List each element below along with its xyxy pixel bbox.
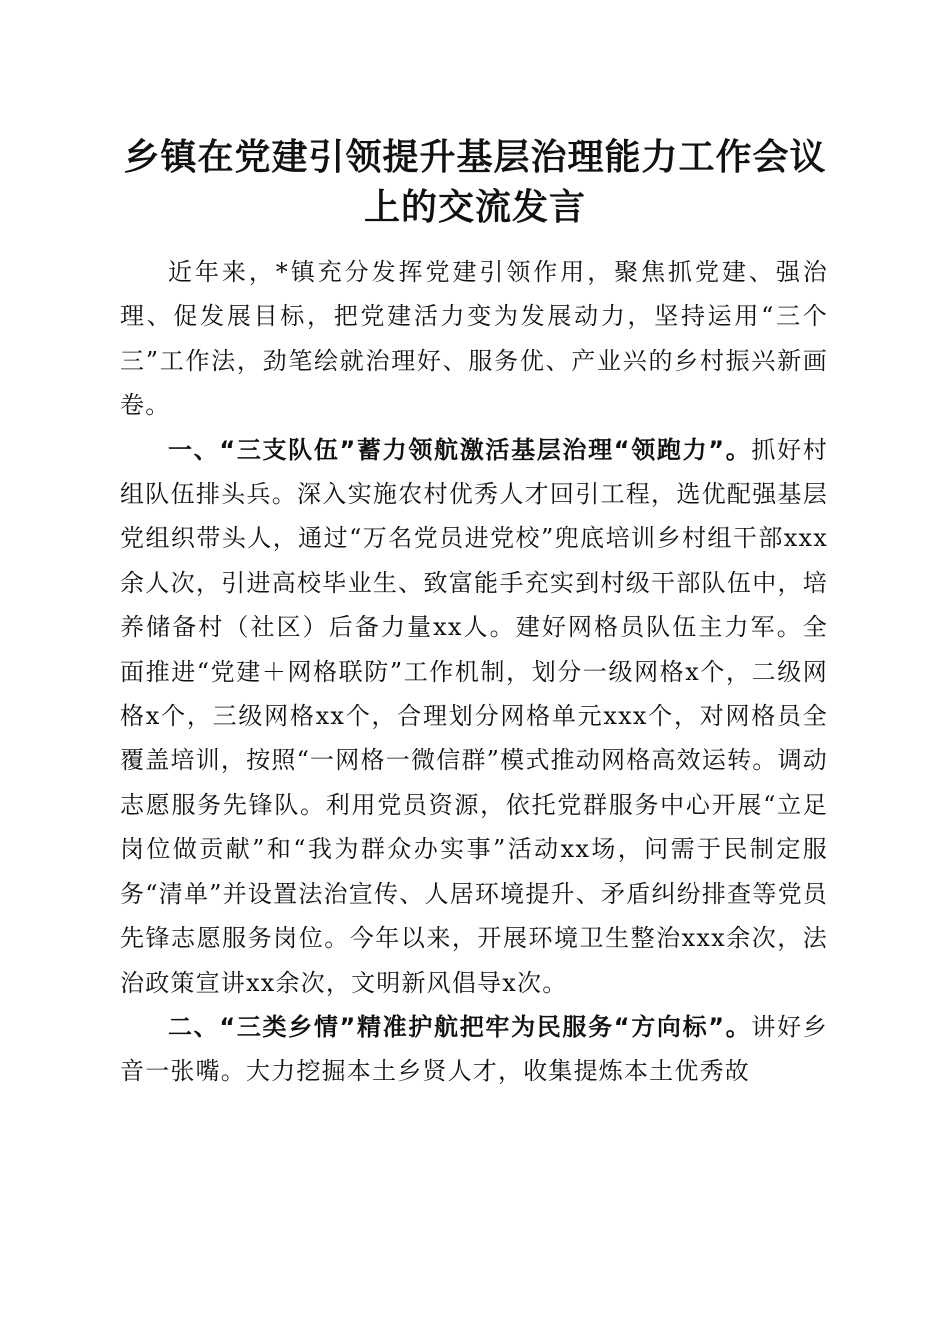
section-paragraph-1 <box>120 428 828 1005</box>
document-title: 乡镇在党建引领提升基层治理能力工作会议上的交流发言 <box>123 136 827 228</box>
intro-paragraph: 近年来，*镇充分发挥党建引领作用，聚焦抓党建、强治理、促发展目标，把党建活力变为发展动力，坚持运用“三个三”工作法，劲笔绘就治理好、服务优、产业兴的乡村振兴新画卷。 <box>120 258 828 420</box>
document-body <box>120 250 828 1094</box>
section-body-2: 讲好乡音一张嘴。大力挖掘本土乡贤人才，收集提炼本土优秀故 <box>120 1012 828 1086</box>
section-body-1: 抓好村组队伍排头兵。深入实施农村优秀人才回引工程，选优配强基层党组织带头人，通过“万名党员进党校”兜底培训乡村组干部xxx余人次，引进高校毕业生、致富能手充实到村级干部队伍中，培养储备村（社区）后备力量xx人。建好网格员队伍主力军。全面推进“党建＋网格联防”工作机制，划分一级网格x个，二级网格x个，三级网格xx个，合理划分网格单元xxx个，对网格员全覆盖培训，按照“一网格一微信群”模式推动网格高效运转。调动志愿服务先锋队。利用党员资源，依托党群服务中心开展“立足岗位做贡献”和“我为群众办实事”活动xx场，问需于民制定服务“清单”并设置法治宣传、人居环境提升、矛盾纠纷排查等党员先锋志愿服务岗位。今年以来，开展环境卫生整治xxx余次，法治政策宣讲xx余次，文明新风倡导x次。 <box>120 435 828 997</box>
section-heading-2: 二、“三类乡情”精准护航把牢为民服务“方向标”。 <box>168 1012 752 1041</box>
section-paragraph-2 <box>120 1005 828 1094</box>
section-heading-1: 一、“三支队伍”蓄力领航激活基层治理“领跑力”。 <box>168 435 752 464</box>
